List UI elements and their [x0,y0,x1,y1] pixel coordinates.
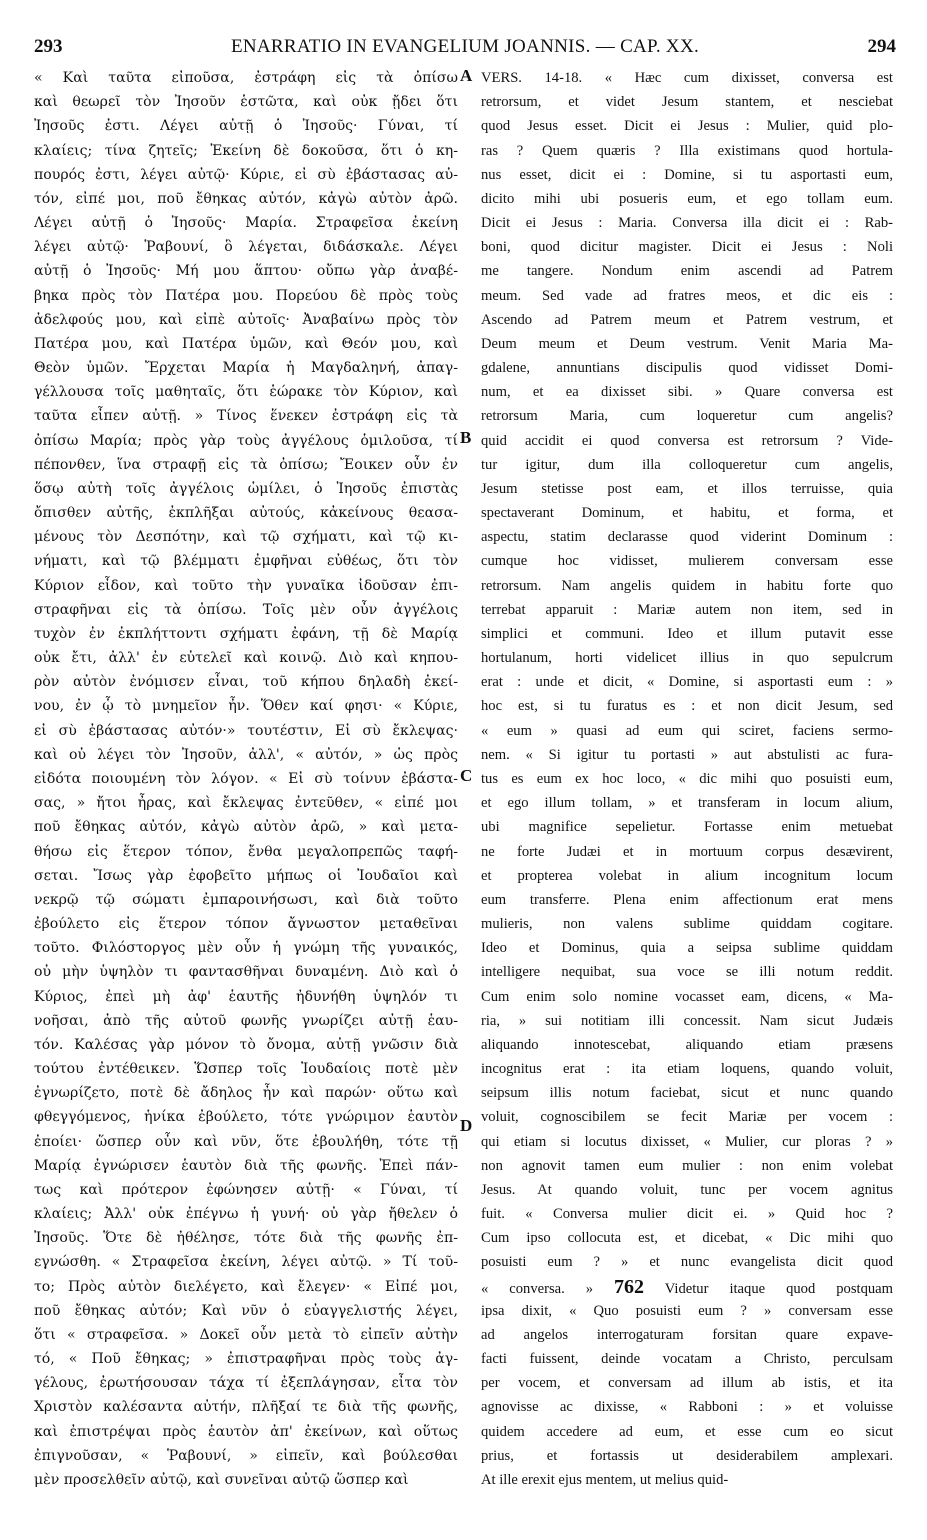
text-line: ne forte Judæi et in mortuum corpus desævirent, [481,843,893,860]
text-line: ria, » sui notitiam illi concessit. Nam sicut Judæis [481,1012,893,1029]
text-line: fuit. « Conversa mulier dicit ei. » Quid hoc ? [481,1206,893,1223]
running-title: ENARRATIO IN EVANGELIUM JOANNIS. — CAP. XX. [230,36,700,57]
margin-letter-d: D [460,1116,473,1135]
text-line: hortulanum, horti videlicet illius in quo sepulcrum [481,650,893,667]
text-line: νεκρῷ τῷ σώματι ἐμπαροινήσωσι, καὶ διὰ τοῦτο [34,891,458,908]
text-line: αὐτῇ ὁ Ἰησοῦς· Μή μου ἅπτου· οὔπω γὰρ ἀναβέ- [34,263,458,280]
text-line: quod Jesus esset. Dicit ei Jesus : Mulier, quid plo- [481,118,893,135]
text-line: πέπονθεν, ἵνα στραφῇ εἰς τὰ ὀπίσω; Ἔοικεν οὖν ἐν [34,456,458,473]
text-line: Ἰησοῦς ἐστι. Λέγει αὐτῇ ὁ Ἰησοῦς· Γύναι, τί [34,118,458,135]
text-line: ἀδελφούς μου, καὶ εἰπὲ αὐτοῖς· Ἀναβαίνω πρὸς τὸν [34,311,458,328]
text-line: mulieris, non valens sublime quiddam cogitare. [481,916,893,933]
text-line: καὶ ἐπιστρέψαι πρὸς ἑαυτὸν ἀπ' ἐκείνων, καὶ οὕτως [34,1423,458,1440]
text-line: incognitus erat : ita etiam loquens, quando voluit, [481,1061,893,1078]
text-line: spectaverant Dominum, et habitu, et forma, et [481,505,893,522]
text-line: ὅσῳ αὐτὴ τοῖς ἀγγέλοις ὡμίλει, ὁ Ἰησοῦς ἐπιστὰς [34,480,458,497]
latin-column [481,66,893,1492]
text-line: Ascendo ad Patrem meum et Patrem vestrum, et [481,311,893,328]
text-line: aspectu, statim declarasse quod viderint Dominum : [481,529,893,546]
text-line: Μαρίᾳ ἐγνώρισεν ἑαυτὸν διὰ τῆς φωνῆς. Ἐπεὶ πάν- [34,1157,458,1174]
text-line: θήσω εἰς ἕτερον τόπον, ἔνθα μεγαλοπρεπῶς ταφή- [34,843,458,860]
text-line: ἐγνωρίζετο, ποτὲ δὲ ἄδηλος ἦν καὶ παρών· οὕτω καὶ [34,1085,458,1102]
text-line: νοῆσαι, ἀπὸ τῆς αὐτοῦ φωνῆς γνωρίζει αὐτῇ ἑαυ- [34,1012,458,1029]
text-line: Dicit ei Jesus : Maria. Conversa illa dicit ei : Rab- [481,215,893,232]
text-line: ταῦτα εἶπεν αὐτῇ. » Τίνος ἕνεκεν ἐστράφη εἰς τὰ [34,408,458,425]
text-line: πουρός ἐστι, λέγει αὐτῷ· Κύριε, εἰ σὺ ἐβάστασας αὐ- [34,166,458,183]
text-line: σας, » ἤτοι ἦρας, καὶ ἔκλεψας ἐντεῦθεν, « εἰπέ μοι [34,795,458,812]
text-line: Deum meum et Deum vestrum. Venit Maria Ma- [481,335,893,352]
text-line: intelligere nequibat, sua voce se illi notum reddit. [481,964,893,981]
text-line: μένους τὸν Δεσπότην, καὶ τῷ σχήματι, καὶ τῷ κι- [34,529,458,546]
text-line: τόν. Καλέσας γὰρ μόνον τὸ ὄνομα, αὐτῇ γνῶσιν διὰ [34,1036,458,1053]
text-line: simplici et communi. Ideo et illum putavit esse [481,625,893,642]
text-line: retrorsum. Nam angelis quidem in habitu forte quo [481,577,893,594]
text-line: At ille erexit ejus mentem, ut melius quid- [481,1471,729,1488]
text-line: κλαίεις; τίνα ζητεῖς; Ἐκείνη δὲ δοκοῦσα, ὅτι ὁ κη- [34,142,458,159]
text-line: aliquando innotescebat, aliquando etiam præsens [481,1036,893,1053]
text-line: tus es eum ex hoc loco, « dic mihi quo posuisti eum, [481,770,893,787]
text-line: Χριστὸν καλέσαντα αὐτήν, πλῆξαί τε διὰ τῆς φωνῆς, [34,1399,458,1416]
text-line: boni, quod dicitur magister. Dicit ei Jesus : Noli [481,239,893,256]
text-line: tur igitur, dum illa colloqueretur cum angelis, [481,456,893,473]
text-line: Cum ipso collocuta est, et dicebat, « Dic mihi quo [481,1230,893,1247]
text-line: nus esset, dicit ei : Domine, si tu asportasti eum, [481,166,893,183]
text-line: νου, ἐν ᾧ τὸ μνημεῖον ἦν. Ὅθεν καί φησι· « Κύριε, [34,698,458,715]
text-line: prius, et fortassis ut desiderabilem amplexari. [481,1447,893,1464]
text-line: ipsa dixit, « Quo posuisti eum ? » conversam esse [481,1302,893,1319]
text-line: εἰ σὺ ἐβάστασας αὐτόν·» τουτέστιν, Εἰ σὺ ἔκλεψας· [34,722,458,739]
text-line: ὅτι « στραφεῖσα. » Δοκεῖ οὖν μετὰ τὸ εἰπεῖν αὐτὴν [34,1326,458,1343]
text-line: « eum » quasi ad eum qui sciret, faciens sermo- [481,722,893,739]
text-line: κλαίεις; Ἀλλ' οὐκ ἐπέγνω ἡ γυνή· οὐ γὰρ ἤθελεν ὁ [34,1206,458,1223]
text-line: et ego illum tollam, » et transferam in locum alium, [481,795,893,812]
text-line: Κύριον εἶδον, καὶ τοῦτο τὴν γυναῖκα ἰδοῦσαν ἐπι- [34,577,458,594]
text-line: Λέγει αὐτῇ ὁ Ἰησοῦς· Μαρία. Στραφεῖσα ἐκείνη [34,215,458,232]
text-line: το; Πρὸς αὐτὸν διελέγετο, καὶ ἔλεγεν· « Εἰπέ μοι, [34,1278,458,1295]
text-line: ὄπισθεν αὐτῆς, ἐκπλῆξαι αὐτούς, κἀκείνους θεασα- [34,505,458,522]
text-line: nem. « Si igitur tu portasti » aut abstulisti ac fura- [481,746,893,763]
text-line: per vocem, et conversam ad illum ab istis, et ita [481,1375,893,1392]
text-line: καὶ θεωρεῖ τὸν Ἰησοῦν ἑστῶτα, καὶ οὐκ ᾔδει ὅτι [34,94,458,111]
text-line: erat : unde et dicit, « Domine, si asportasti eum : » [481,674,893,691]
text-line: Ideo et Dominus, quia a seipsa sublime quiddam [481,940,893,957]
text-line: φθεγγόμενος, ἡνίκα ἐβούλετο, τότε γνώριμον ἑαυτὸν [34,1109,458,1126]
text-line: ποῦ ἔθηκας αὐτόν, κἀγὼ αὐτὸν ἀρῶ, » καὶ μετα- [34,819,458,836]
text-line: hoc est, si tu furatus es : et non dicit Jesum, sed [481,698,893,715]
text-line: retrorsum Maria, cum loqueretur cum angelis? [481,408,893,425]
text-line: seipsum illis notum faciebat, sicut et nunc quando [481,1085,893,1102]
text-line: σεται. Ἴσως γὰρ ἐφοβεῖτο μήπως οἱ Ἰουδαῖοι καὶ [34,867,458,884]
text-line: στραφῆναι εἰς τὰ ὀπίσω. Τοῖς μὲν οὖν ἀγγέλοις [34,601,458,618]
text-line: ἐπιγνοῦσαν, « Ῥαβουνί, » εἰπεῖν, καὶ βούλεσθαι [34,1447,458,1464]
text-line: agnovisse ac dixisse, « Rabboni : » et voluisse [481,1399,893,1416]
text-line: ποῦ ἔθηκας αὐτόν; Καὶ νῦν ὁ εὐαγγελιστής λέγει, [34,1302,458,1319]
text-line: τόν, εἰπέ μοι, ποῦ ἔθηκας αὐτόν, κἀγὼ αὐτὸν ἀρῶ. [34,190,458,207]
text-line: εἰδότα ποιουμένη τὸν λόγον. « Εἰ σὺ τοίνυν ἐβάστα- [34,770,458,787]
text-line: retrorsum, et videt Jesum stantem, et nesciebat [481,94,893,111]
text-line: καὶ οὐ λέγει τὸν Ἰησοῦν, ἀλλ', « αὐτόν, » ὡς πρὸς [34,746,458,763]
text-line: τό, « Ποῦ ἔθηκας; » ἐπιστραφῆναι πρὸς τοὺς ἀγ- [34,1351,458,1368]
text-fragment: Videtur itaque quod postquam [664,1280,893,1297]
text-line: me tangere. Nondum enim ascendi ad Patrem [481,263,893,280]
text-line: meum. Sed vade ad fratres meos, et dic eis : [481,287,893,304]
text-line: Πατέρα μου, καὶ Πατέρα ὑμῶν, καὶ Θεόν μου, καὶ [34,335,458,352]
text-line: quid accidit ei quod conversa est retrorsum ? Vide- [481,432,893,449]
greek-column [34,66,458,1492]
text-line: τοῦτο. Φιλόστοργος μὲν οὖν ἡ γνώμη τῆς γυναικός, [34,940,458,957]
text-line: « Καὶ ταῦτα εἰποῦσα, ἐστράφη εἰς τὰ ὀπίσω [34,70,458,86]
text-line: VERS. 14-18. « Hæc cum dixisset, conversa est [481,70,893,86]
text-line: εγνώσθη. « Στραφεῖσα ἐκείνη, λέγει αὐτῷ. » Τί τοῦ- [34,1254,458,1271]
text-line: Jesus. At quando voluit, tunc per vocem agnitus [481,1181,893,1198]
text-line: ἐβούλετο εἰς ἕτερον τόπον ἄγνωστον μεταθεῖναι [34,916,458,933]
text-line: τούτου ἐντέθεικεν. Ὥσπερ τοῖς Ἰουδαίοις ποτὲ μὲν [34,1061,458,1078]
text-line: ἐποίει· ὥσπερ οὖν καὶ νῦν, ὅτε ἐβουλήθη, τότε τῇ [34,1133,458,1150]
text-line: quidem accedere ad eum, et esse cum eo sicut [481,1423,893,1440]
margin-letter-b: B [460,428,472,447]
text-line: ras ? Quem quæris ? Illa existimans quod hortula- [481,142,893,159]
text-line: gdalene, annuntians discipulis quod vidisset Domi- [481,360,893,377]
text-line: Κύριος, ἐπεὶ μὴ ἀφ' ἑαυτῆς ἠδυνήθη ὑψηλόν τι [34,988,458,1005]
text-line: et propterea volebat in alium incognitum locum [481,867,893,884]
text-line: ubi magnifice sepelietur. Fortasse enim metuebat [481,819,893,836]
text-line: τως καὶ πρότερον ἐφώνησεν αὐτῇ· « Γύναι, τί [34,1181,458,1198]
text-line: τυχὸν ἐν ἐκπλήττοντι σχήματι ἐφάνη, τῇ δὲ Μαρίᾳ [34,625,458,642]
text-line: γέλλουσα τοῖς μαθηταῖς, ὅτι ἑώρακε τὸν Κύριον, καὶ [34,384,458,401]
text-line: οὐ μὴν ὑψηλὸν τι φαντασθῆναι δυναμένη. Διὸ καὶ ὁ [34,964,458,981]
text-line: facti fuissent, deinde vocatam a Christo, perculsam [481,1351,893,1368]
text-line: cumque hoc vidisset, mulierem conversam esse [481,553,893,570]
text-line: terrebat apparuit : Mariæ autem non item, sed in [481,601,893,618]
text-line: qui etiam si locutus dixisset, « Mulier, cur ploras ? » [481,1133,893,1150]
margin-letter-c: C [460,766,473,785]
text-line: ὀπίσω Μαρία; πρὸς γὰρ τοὺς ἀγγέλους ὁμιλοῦσα, τί [34,432,458,449]
page-header [34,36,896,62]
text-line: Ἰησοῦς. Ὅτε δὲ ἠθέλησε, τότε διὰ τῆς φωνῆς ἐπ- [34,1230,458,1247]
text-line: ρὸν αὐτὸν ἐνόμισεν εἶναι, τοῦ κήπου δηλαδὴ ἐκεί- [34,674,458,691]
text-line: μὲν προσελθεῖν αὐτῷ, καὶ συνεῖναι αὐτῷ ὥσπερ καὶ [34,1471,409,1488]
text-line: βηκα πρὸς τὸν Πατέρα μου. Πορεύου δὲ πρὸς τοὺς [34,287,458,304]
page-number-right: 294 [867,36,896,57]
text-line: Jesum stetisse post eam, et illos terruisse, quia [481,480,893,497]
text-line: non agnovit tamen eum mulier : non enim volebat [481,1157,893,1174]
text-line: λέγει αὐτῷ· Ῥαβουνί, ὃ λέγεται, διδάσκαλε. Λέγει [34,239,458,256]
text-line: γέλους, ἐρωτήσουσαν τάχα τί ἐξεπλάγησαν, εἶτα τὸν [34,1375,458,1392]
page-number-left: 293 [34,36,63,57]
text-line: νήματι, καὶ τῷ βλέμματι ἐμφῆναι εὐθέως, ὅτι τὸν [34,553,458,570]
text-line: voluit, cognoscibilem se fecit Mariæ per vocem : [481,1109,893,1126]
text-fragment: « conversa. » [481,1280,594,1297]
column-number: 762 [614,1275,645,1298]
text-line: dicito mihi ubi posueris eum, et ego tollam eum. [481,190,893,207]
text-line [481,1275,893,1299]
text-line: posuisti eum ? » et nunc evangelista dicit quod [481,1254,893,1271]
text-line: num, et ea dixisset sibi. » Quare conversa est [481,384,893,401]
text-line: Θεὸν ὑμῶν. Ἔρχεται Μαρία ἡ Μαγδαληνή, ἀπαγ- [34,360,458,377]
text-line: οὐκ ἔτι, ἀλλ' ἐν εὐτελεῖ καὶ κοινῷ. Διὸ καὶ κηπου- [34,650,458,667]
text-line: ad angelos interrogaturam forsitan quare expave- [481,1326,893,1343]
text-line: eum transferre. Plena enim affectionum erat mens [481,891,893,908]
margin-letter-a: A [460,66,473,85]
text-line: Cum enim solo nomine vocasset eam, dicens, « Ma- [481,988,893,1005]
